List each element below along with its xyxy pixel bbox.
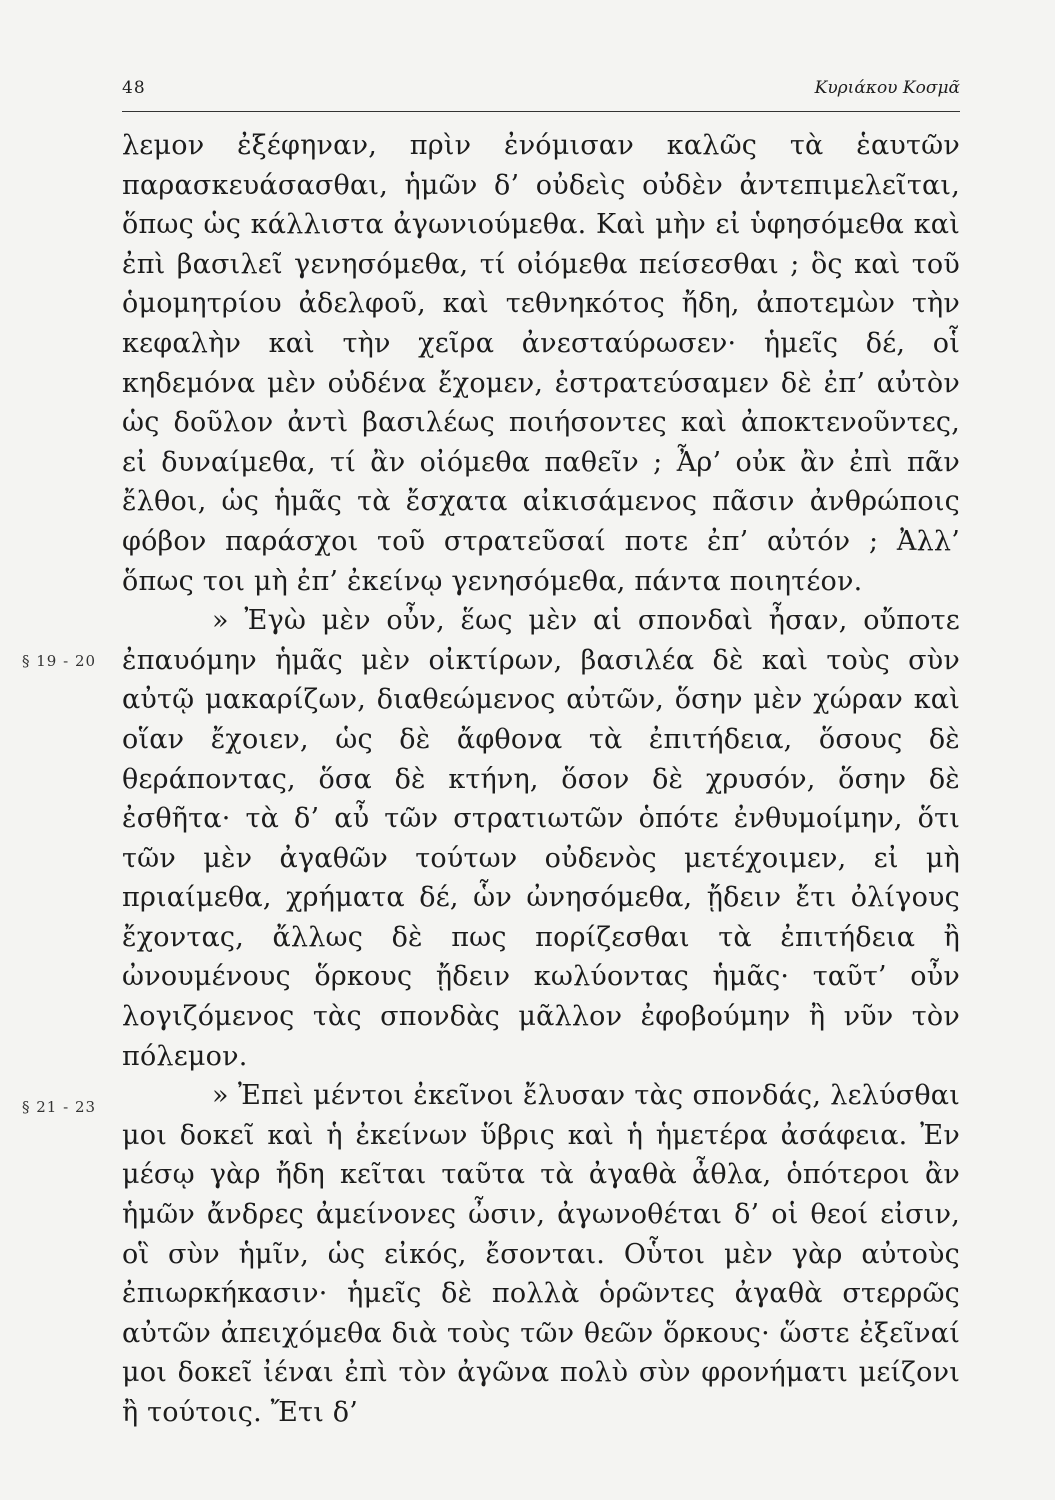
page-number: 48 (122, 78, 146, 98)
header-rule (122, 111, 960, 112)
paragraph: » Ἐπεὶ μέντοι ἐκεῖνοι ἔλυσαν τὰς σπονδάς, λελύσθαι μοι δοκεῖ καὶ ἡ ἐκείνων ὕβρις καὶ ἡ ἡμετέρα ἀσάφεια. Ἐν μέσῳ γὰρ ἤδη κεῖται ταῦτα τὰ ἀγαθὰ ἆθλα, ὁπότεροι ἂν ἡμῶν ἄνδρες ἀμείνονες ὦσιν, ἀγωνοθέται δ’ οἱ θεοί εἰσιν, οἳ σὺν ἡμῖν, ὡς εἰκός, ἔσονται. Οὗτοι μὲν γὰρ αὐτοὺς ἐπιωρκήκασιν· ἡμεῖς δὲ πολλὰ ὁρῶντες ἀγαθὰ στερρῶς αὐτῶν ἀπειχόμεθα διὰ τοὺς τῶν θεῶν ὅρκους· ὥστε ἐξεῖναί μοι δοκεῖ ἰέναι ἐπὶ τὸν ἀγῶνα πολὺ σὺν φρονήματι μείζονι ἢ τούτοις. Ἔτι δ’ (122, 1080, 960, 1428)
paragraph: » Ἐγὼ μὲν οὖν, ἕως μὲν αἱ σπονδαὶ ἦσαν, οὔποτε ἐπαυόμην ἡμᾶς μὲν οἰκτίρων, βασιλέα δὲ καὶ τοὺς σὺν αὐτῷ μακαρίζων, διαθεώμενος αὐτῶν, ὅσην μὲν χώραν καὶ οἵαν ἔχοιεν, ὡς δὲ ἄφθονα τὰ ἐπιτήδεια, ὅσους δὲ θεράποντας, ὅσα δὲ κτήνη, ὅσον δὲ χρυσόν, ὅσην δὲ ἐσθῆτα· τὰ δ’ αὖ τῶν στρατιωτῶν ὁπότε ἐνθυμοίμην, ὅτι τῶν μὲν ἀγαθῶν τούτων οὐδενὸς μετέχοιμεν, εἰ μὴ πριαίμεθα, χρήματα δέ, ὧν ὠνησόμεθα, ᾔδειν ἔτι ὀλίγους ἔχοντας, ἄλλως δὲ πως πορίζεσθαι τὰ ἐπιτήδεια ἢ ὠνουμένους ὅρκους ᾔδειν κωλύοντας ἡμᾶς· ταῦτ’ οὖν λογιζόμενος τὰς σπονδὰς μᾶλλον ἐφοβούμην ἢ νῦν τὸν πόλεμον. (122, 605, 960, 1072)
body-text (122, 126, 960, 1433)
margin-section-ref: § 21 - 23 (22, 1098, 97, 1116)
page-header (122, 78, 960, 108)
paragraph: λεμον ἐξέφηναν, πρὶν ἐνόμισαν καλῶς τὰ ἑαυτῶν παρασκευάσασθαι, ἡμῶν δ’ οὐδεὶς οὐδὲν ἀντεπιμελεῖται, ὅπως ὡς κάλλιστα ἀγωνιούμεθα. Καὶ μὴν εἰ ὑφησόμεθα καὶ ἐπὶ βασιλεῖ γενησόμεθα, τί οἰόμεθα πείσεσθαι ; ὃς καὶ τοῦ ὁμομητρίου ἀδελφοῦ, καὶ τεθνηκότος ἤδη, ἀποτεμὼν τὴν κεφαλὴν καὶ τὴν χεῖρα ἀνεσταύρωσεν· ἡμεῖς δέ, οἷ κηδεμόνα μὲν οὐδένα ἔχομεν, ἐστρατεύσαμεν δὲ ἐπ’ αὐτὸν ὡς δοῦλον ἀντὶ βασιλέως ποιήσοντες καὶ ἀποκτενοῦντες, εἰ δυναίμεθα, τί ἂν οἰόμεθα παθεῖν ; Ἆρ’ οὐκ ἂν ἐπὶ πᾶν ἔλθοι, ὡς ἡμᾶς τὰ ἔσχατα αἰκισάμενος πᾶσιν ἀνθρώποις φόβον παράσχοι τοῦ στρατεῦσαί ποτε ἐπ’ αὐτόν ; Ἀλλ’ ὅπως τοι μὴ ἐπ’ ἐκείνῳ γενησόμεθα, πάντα ποιητέον. (122, 130, 960, 597)
margin-section-ref: § 19 - 20 (22, 652, 97, 670)
running-head: Κυριάκου Κοσμᾶ (814, 78, 960, 98)
